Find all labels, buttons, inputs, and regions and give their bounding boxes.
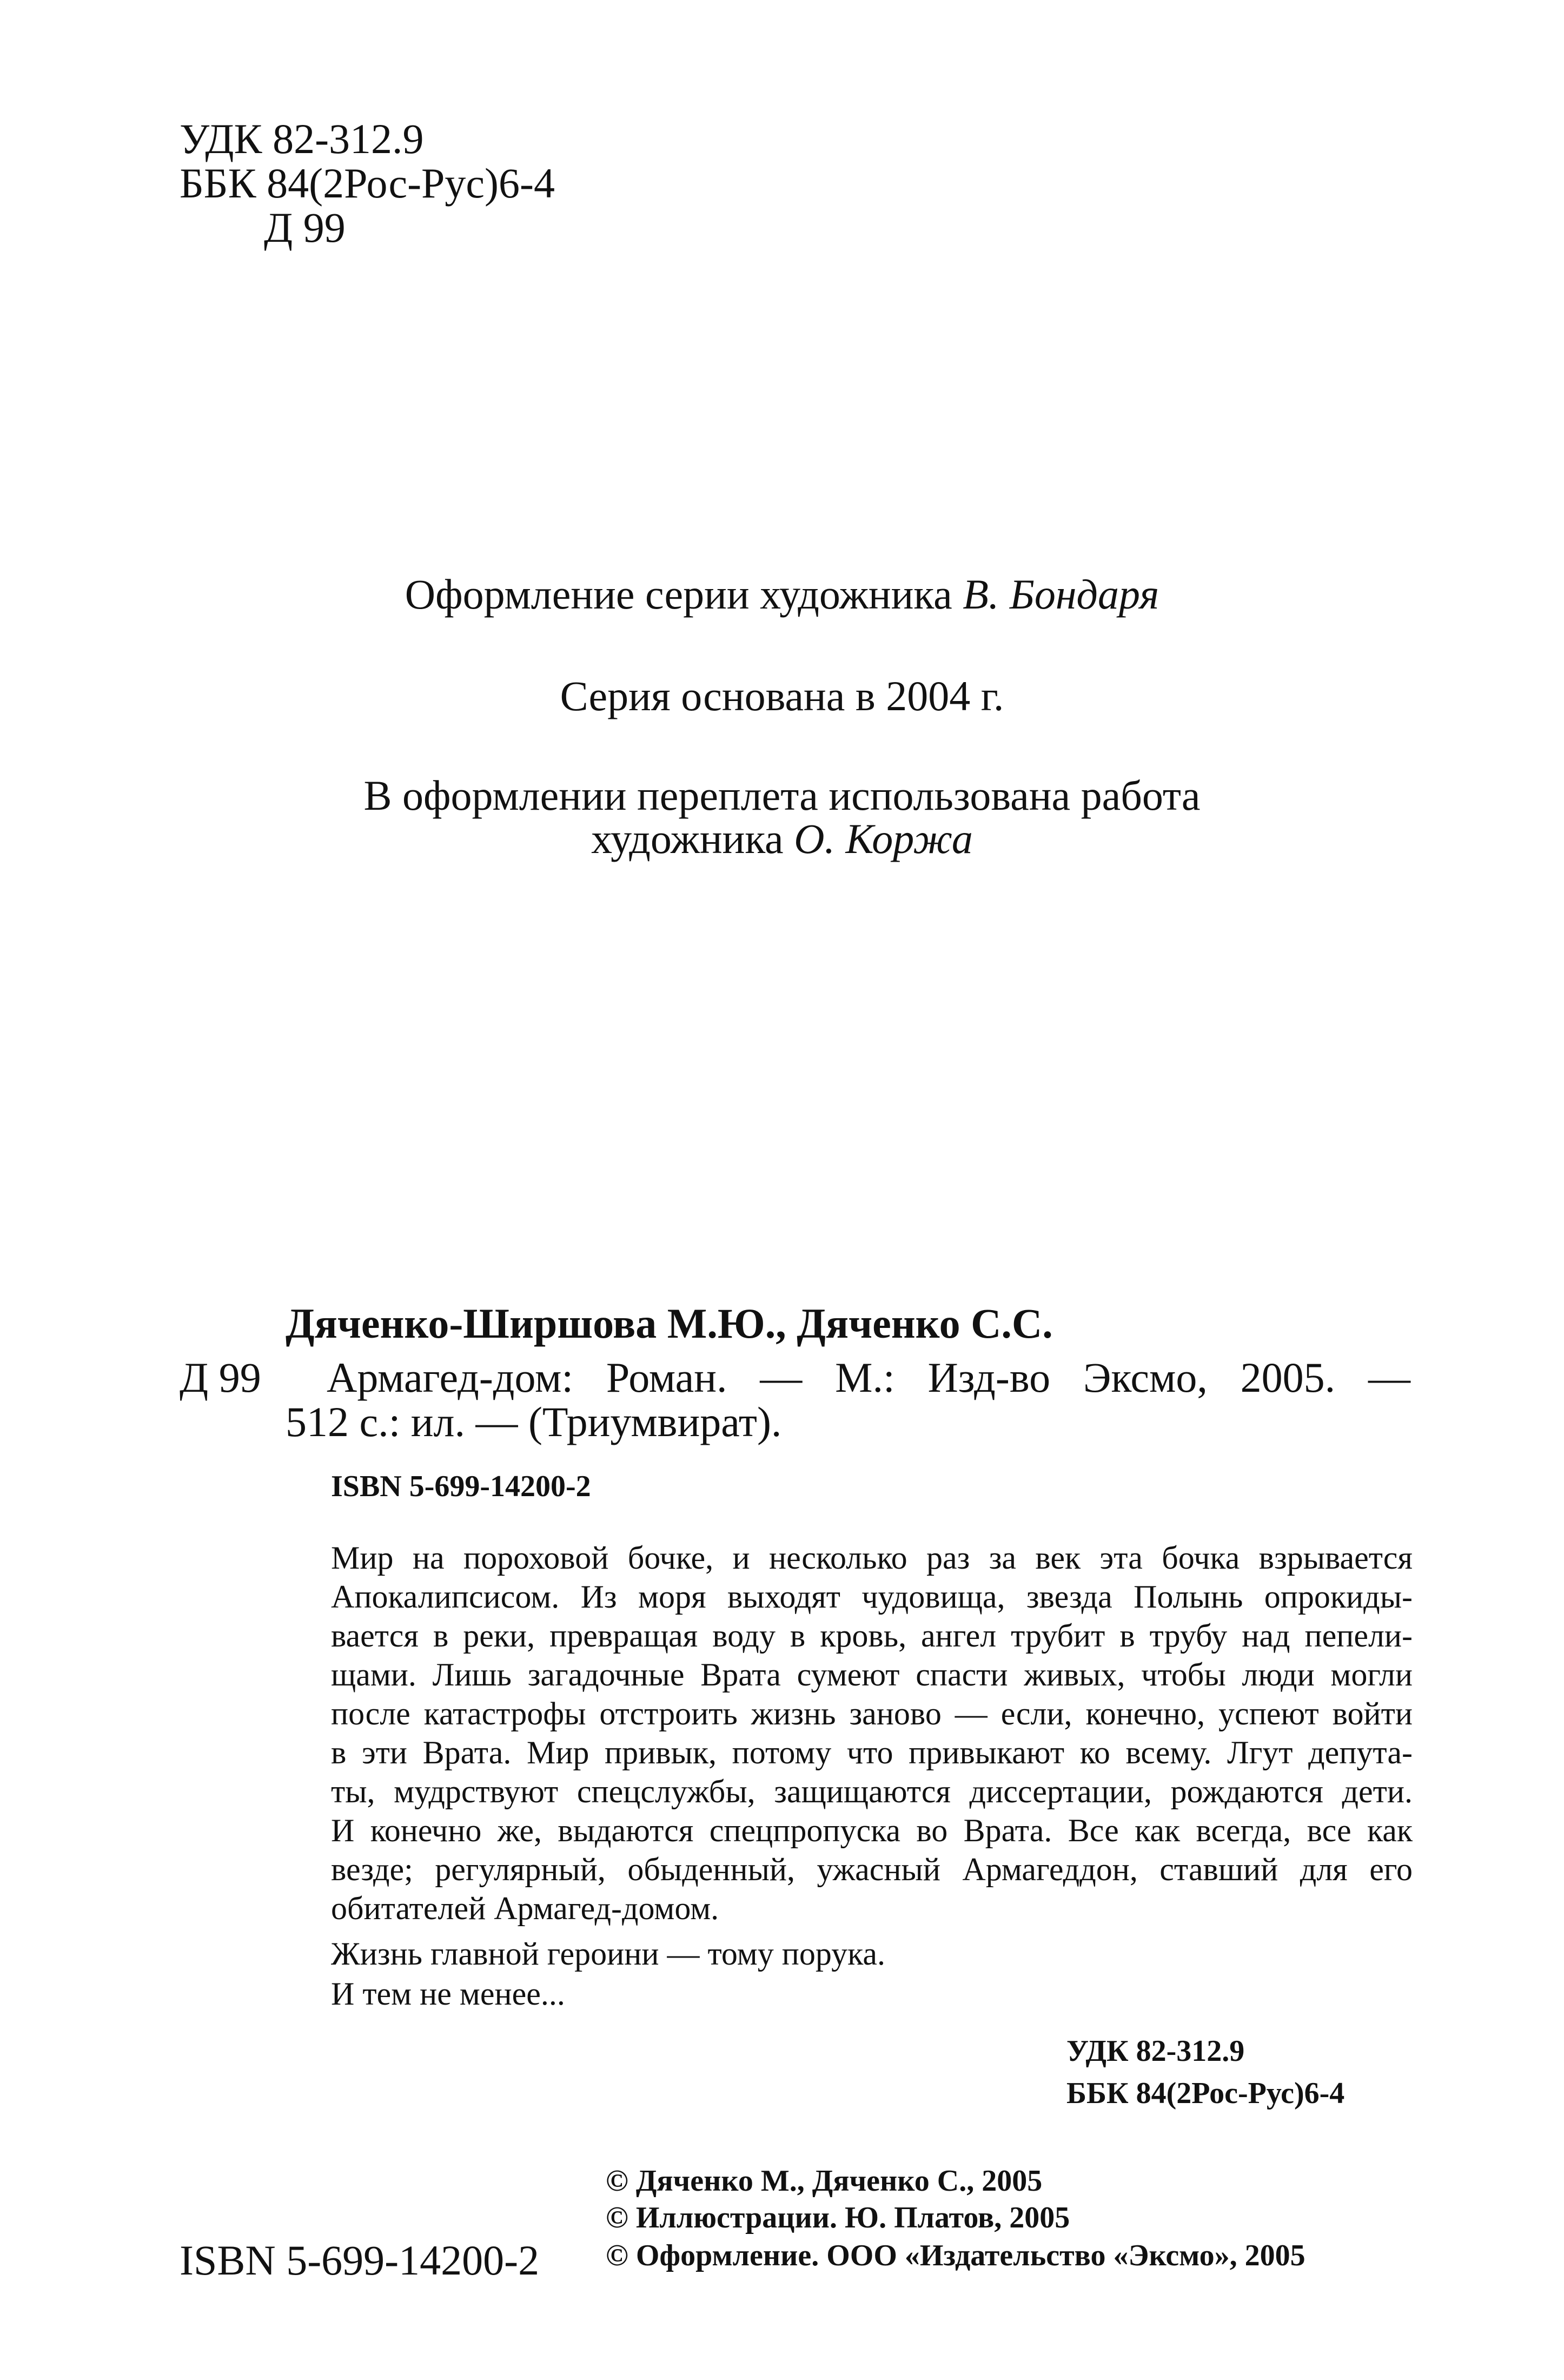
copyright-illustrations: © Иллюстрации. Ю. Платов, 2005 — [606, 2201, 1070, 2234]
cover-credit-line2 — [0, 815, 1564, 862]
annotation-line: после катастрофы отстроить жизнь заново — если, конечно, успеют войти — [331, 1696, 1413, 1731]
annotation-line: Мир на пороховой бочке, и несколько раз за век эта бочка взрывается — [331, 1540, 1413, 1576]
annotation-line: везде; регулярный, обыденный, ужасный Армагеддон, ставший для его — [331, 1852, 1413, 1887]
annotation-line: ты, мудрствуют спецслужбы, защищаются диссертации, рождаются дети. — [331, 1774, 1413, 1809]
series-design-credit — [0, 573, 1564, 616]
author-index: Д 99 — [264, 204, 346, 251]
annotation-line-3: И тем не менее... — [331, 1976, 565, 2012]
entry-line1: Армагед-дом: Роман. — М.: Изд-во Эксмо, 2005. — — [327, 1354, 1410, 1401]
annotation-line-2: Жизнь главной героини — тому порука. — [331, 1936, 885, 1972]
cover-artist: О. Коржа — [794, 815, 973, 862]
annotation-line: И конечно же, выдаются спецпропуска во Врата. Все как всегда, все как — [331, 1813, 1413, 1848]
entry-line2: 512 с.: ил. — (Триумвират). — [286, 1398, 782, 1445]
entry-index: Д 99 — [180, 1354, 261, 1401]
annotation-line: Апокалипсисом. Из моря выходят чудовища, звезда Полынь опрокиды- — [331, 1579, 1413, 1615]
udk-code: УДК 82-312.9 — [180, 115, 424, 162]
series-design-artist: В. Бондаря — [963, 571, 1159, 618]
annotation-line: щами. Лишь загадочные Врата сумеют спасти живых, чтобы люди могли — [331, 1657, 1413, 1693]
isbn-entry: ISBN 5-699-14200-2 — [331, 1470, 591, 1503]
annotation-line: вается в реки, превращая воду в кровь, ангел трубит в трубу над пепели- — [331, 1618, 1413, 1654]
series-design-prefix: Оформление серии художника — [405, 571, 952, 618]
cover-credit-prefix: художника — [591, 815, 784, 862]
annotation-line: в эти Врата. Мир привык, потому что привыкают ко всему. Лгут депута- — [331, 1735, 1413, 1770]
bbk-code: ББК 84(2Рос-Рус)6-4 — [180, 160, 555, 207]
cover-credit-line1: В оформлении переплета использована работа — [363, 772, 1201, 819]
copyright-authors: © Дяченко М., Дяченко С., 2005 — [606, 2164, 1043, 2198]
series-founded: Серия основана в 2004 г. — [560, 672, 1004, 719]
udk-code-bottom: УДК 82-312.9 — [1066, 2034, 1245, 2068]
annotation-line: обитателей Армагед-домом. — [331, 1890, 719, 1926]
authors: Дяченко-Ширшова М.Ю., Дяченко С.С. — [286, 1300, 1053, 1347]
isbn-footer: ISBN 5-699-14200-2 — [180, 2237, 540, 2284]
copyright-design: © Оформление. ООО «Издательство «Эксмо», 2005 — [606, 2239, 1305, 2272]
bbk-code-bottom: ББК 84(2Рос-Рус)6-4 — [1066, 2077, 1345, 2110]
annotation — [331, 1538, 1413, 1928]
